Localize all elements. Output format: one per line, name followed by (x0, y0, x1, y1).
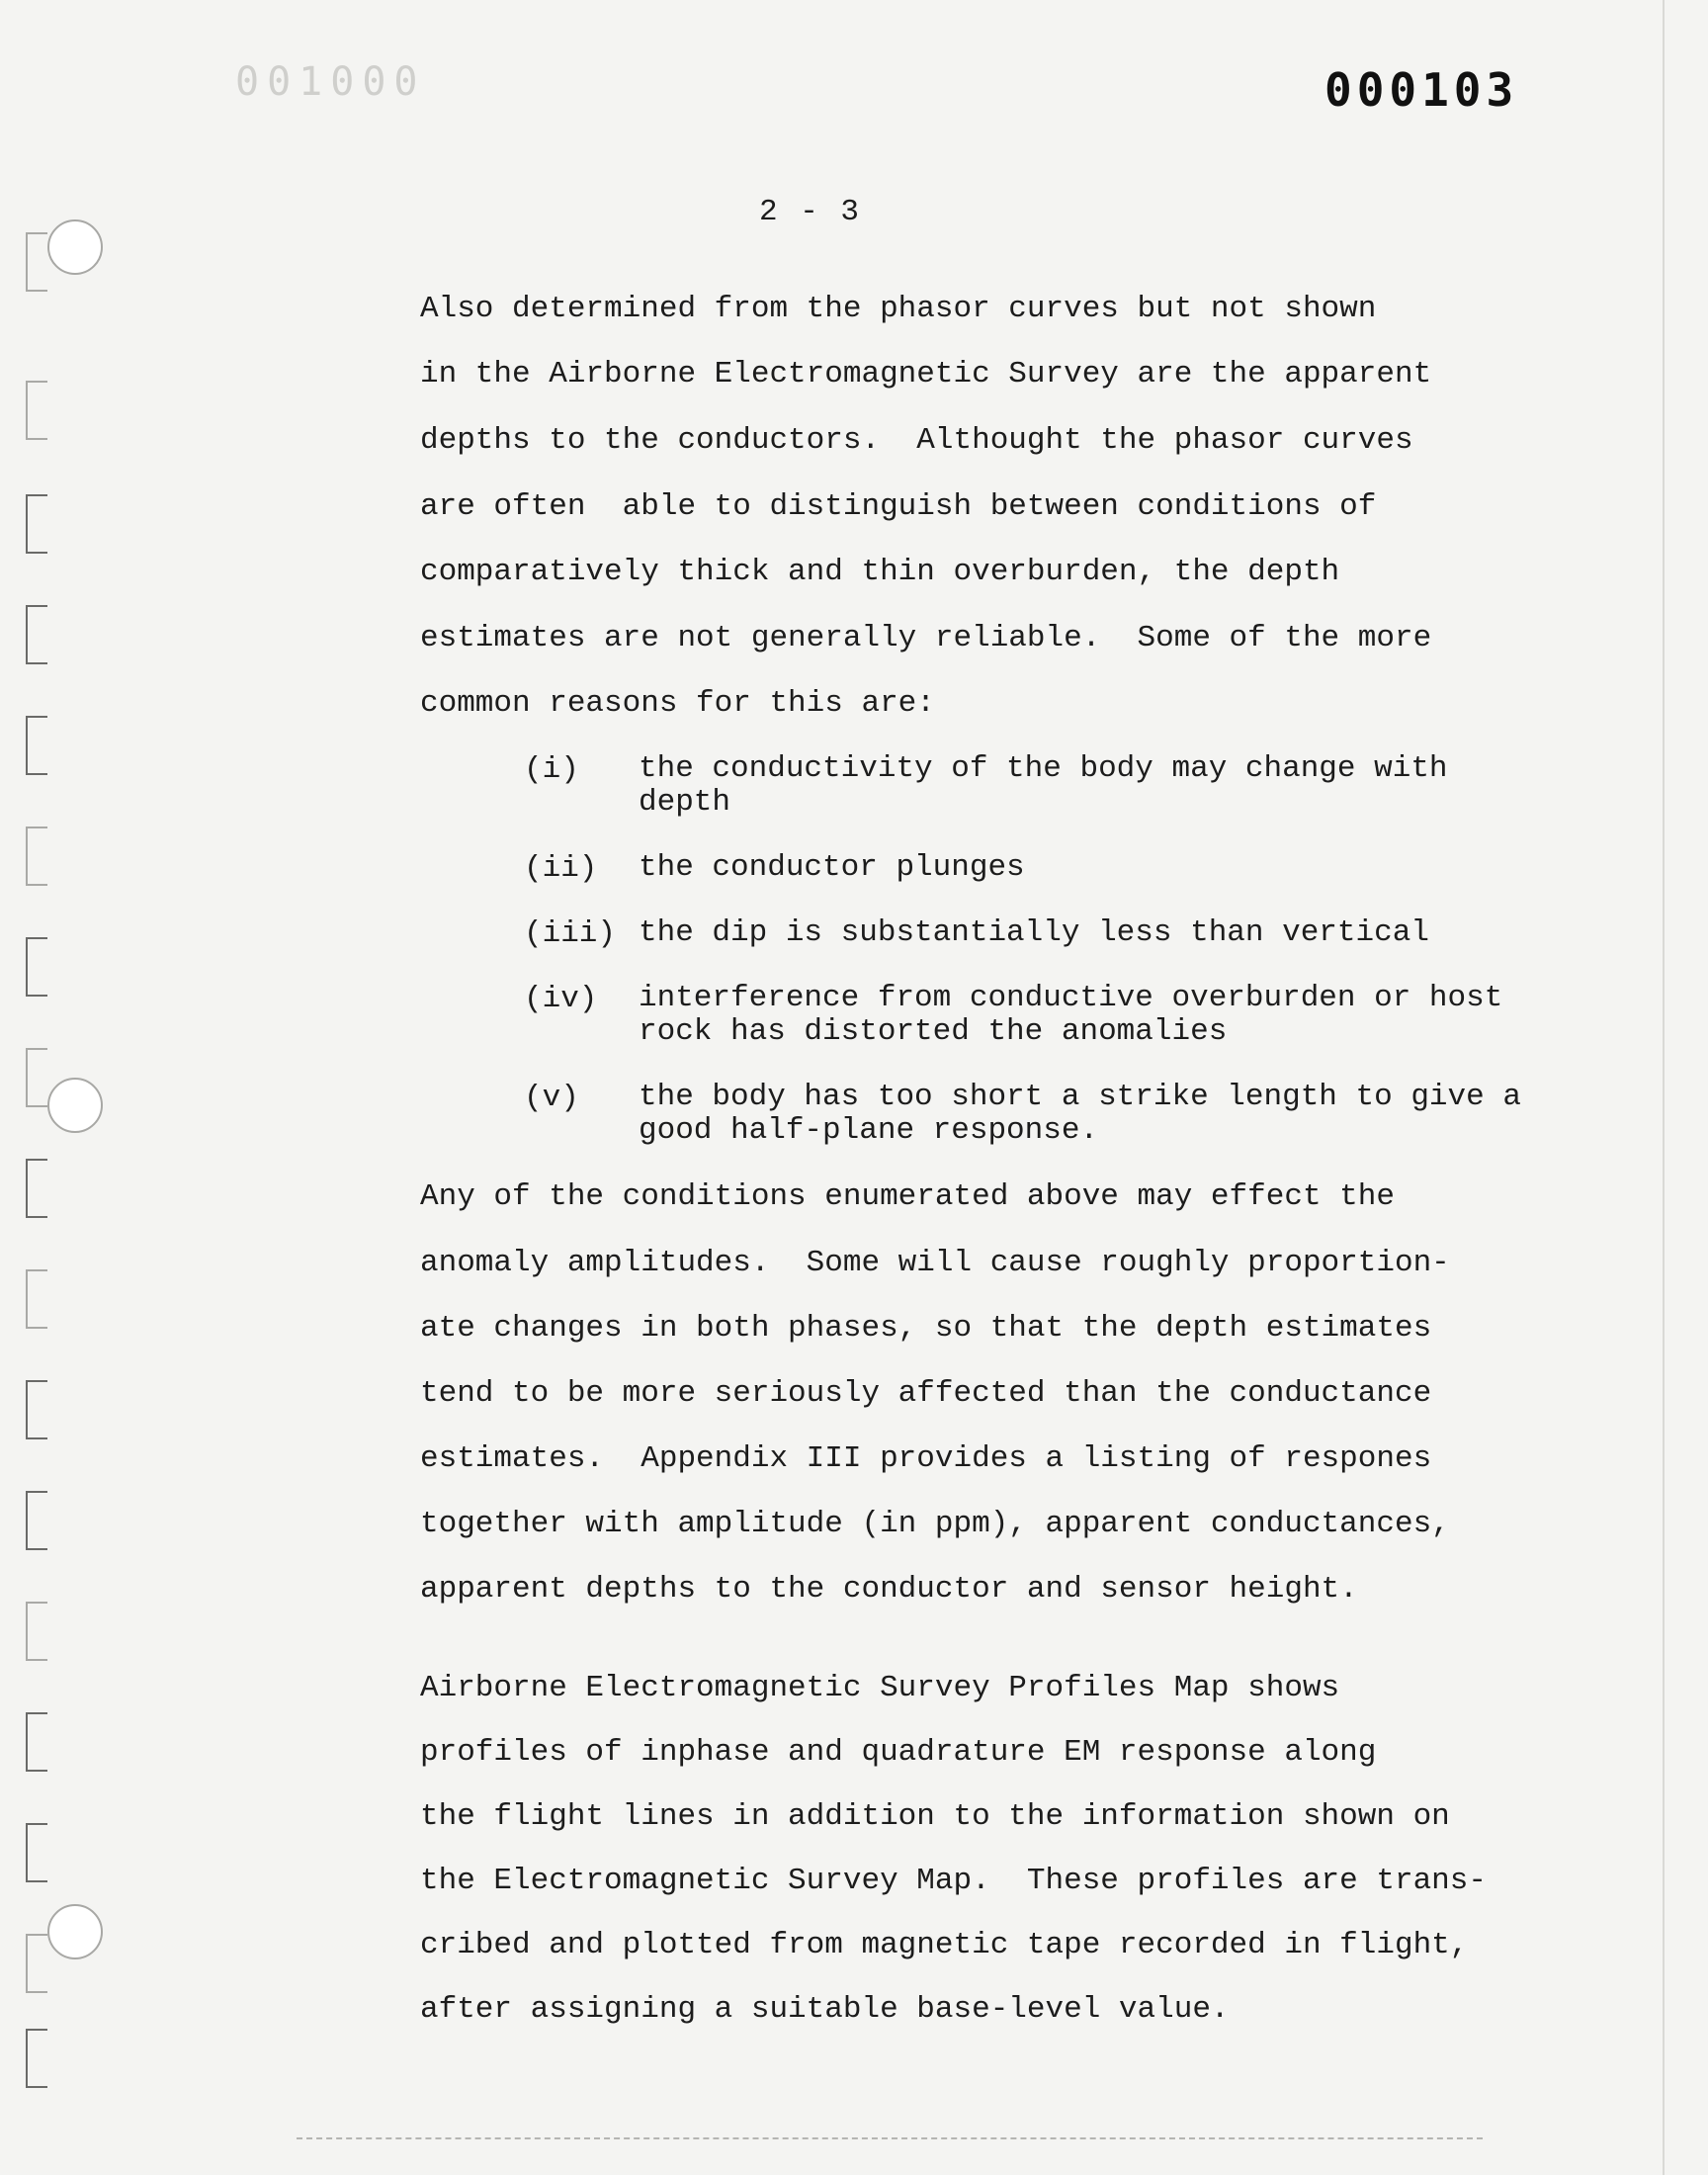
reason-text: the dip is substantially less than vertical (639, 915, 1429, 950)
paragraph-line: Also determined from the phasor curves but not shown (420, 292, 1377, 326)
paragraph-line: tend to be more seriously affected than the conductance (420, 1376, 1432, 1411)
reason-label: (iii) (524, 916, 617, 951)
binder-hole (47, 1904, 103, 1959)
paragraph-line: cribed and plotted from magnetic tape recorded in flight, (420, 1928, 1469, 1962)
paragraph-line: depths to the conductors. Althought the phasor curves (420, 423, 1413, 458)
margin-bracket (26, 1491, 47, 1550)
margin-bracket (26, 232, 47, 292)
page-number: 000103 (1324, 63, 1519, 117)
reason-text: the body has too short a strike length to give a good half-plane response. (639, 1080, 1521, 1148)
margin-bracket (26, 1380, 47, 1439)
paragraph-line: ate changes in both phases, so that the depth estimates (420, 1311, 1432, 1346)
ghost-page-number: 001000 (235, 59, 426, 105)
margin-bracket (26, 1934, 47, 1993)
reason-text: the conductivity of the body may change with depth (639, 751, 1448, 820)
paragraph-line: the flight lines in addition to the information shown on (420, 1799, 1450, 1834)
margin-bracket (26, 381, 47, 440)
reason-text: interference from conductive overburden or host rock has distorted the anomalies (639, 981, 1503, 1049)
margin-bracket (26, 937, 47, 997)
margin-bracket (26, 1159, 47, 1218)
margin-bracket (26, 2029, 47, 2088)
paragraph-line: anomaly amplitudes. Some will cause roughly proportion- (420, 1246, 1450, 1280)
paragraph-line: the Electromagnetic Survey Map. These profiles are trans- (420, 1864, 1487, 1898)
reason-label: (ii) (524, 851, 598, 886)
margin-bracket (26, 1823, 47, 1882)
reason-label: (i) (524, 752, 579, 787)
margin-bracket (26, 1269, 47, 1329)
margin-bracket (26, 1048, 47, 1107)
paragraph-line: estimates are not generally reliable. Some of the more (420, 621, 1432, 655)
margin-bracket (26, 826, 47, 886)
paragraph-line: profiles of inphase and quadrature EM response along (420, 1735, 1377, 1770)
paragraph-line: apparent depths to the conductor and sensor height. (420, 1572, 1358, 1607)
margin-bracket (26, 494, 47, 554)
paragraph-line: in the Airborne Electromagnetic Survey are the apparent (420, 357, 1432, 392)
paragraph-line: estimates. Appendix III provides a listing of respones (420, 1441, 1432, 1476)
reason-label: (iv) (524, 982, 598, 1016)
bottom-rule (297, 2137, 1483, 2139)
paragraph-line: Any of the conditions enumerated above may effect the (420, 1179, 1395, 1214)
margin-bracket (26, 1712, 47, 1772)
margin-bracket (26, 1602, 47, 1661)
paragraph-line: are often able to distinguish between conditions of (420, 489, 1377, 524)
margin-bracket (26, 605, 47, 664)
margin-bracket (26, 716, 47, 775)
reason-label: (v) (524, 1081, 579, 1115)
paragraph-line: after assigning a suitable base-level value. (420, 1992, 1230, 2027)
section-number: 2 - 3 (759, 195, 862, 229)
binder-hole (47, 1078, 103, 1133)
paragraph-line: together with amplitude (in ppm), apparent conductances, (420, 1507, 1450, 1541)
binder-hole (47, 219, 103, 275)
paragraph-line: comparatively thick and thin overburden, the depth (420, 555, 1340, 589)
reason-text: the conductor plunges (639, 850, 1025, 885)
paragraph-line: common reasons for this are: (420, 686, 935, 721)
paragraph-line: Airborne Electromagnetic Survey Profiles Map shows (420, 1671, 1340, 1705)
page-edge (1663, 0, 1665, 2175)
